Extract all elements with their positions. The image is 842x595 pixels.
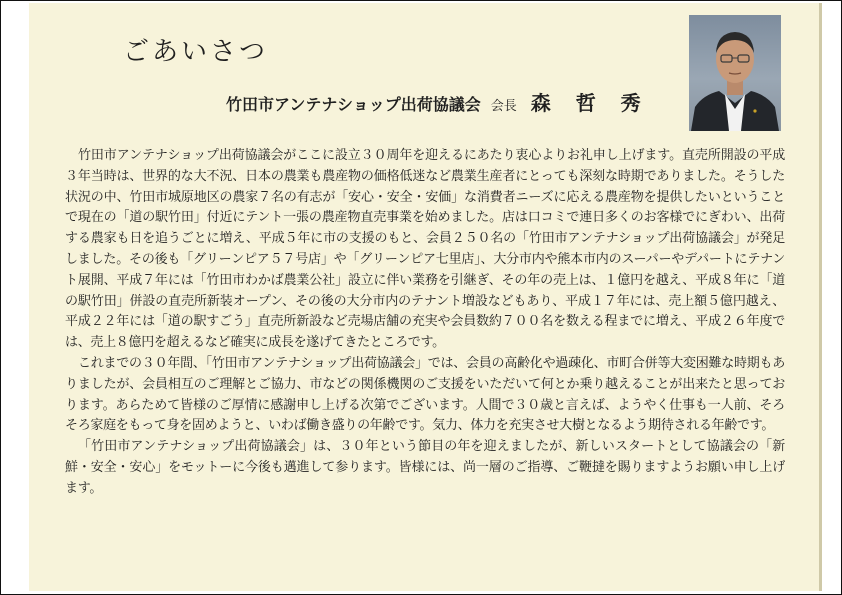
author-role: 会長: [490, 99, 517, 114]
author-organization: 竹田市アンテナショップ出荷協議会: [226, 95, 481, 114]
greeting-body: [65, 146, 785, 500]
paragraph: 「竹田市アンテナショップ出荷協議会」は、３０年という節目の年を迎えましたが、新しいスタートとして協議会の「新鮮・安全・安心」をモットーに今後も邁進して参ります。皆様には、尚一層のご指導、ご鞭撻を賜りますようお願い申し上げます。: [65, 439, 785, 496]
author-photo: [689, 15, 781, 131]
page-edge: [819, 3, 822, 591]
paragraph: 竹田市アンテナショップ出荷協議会がここに設立３０周年を迎えるにあたり衷心よりお礼申し上げます。直売所開設の平成３年当時は、世界的な大不況、日本の農業も農産物の価格低迷など農業生産者にとっても深刻な時期でありました。そうした状況の中、竹田市城原地区の農家７名の有志が「安心・安全・安価」な消費者ニーズに応える農産物を提供したいということで現在の「道の駅竹田」付近にテント一張の農産物直売事業を始めました。店は口コミで連日多くのお客様でにぎわい、出荷する農家も日を追うごとに増え、平成５年に市の支援のもと、会員２５０名の「竹田市アンテナショップ出荷協議会」が発足しました。その後も「グリーンピア５７号店」や「グリーンピア七里店」、大分市内や熊本市内のスーパーやデパートにテナント展開、平成７年には「竹田市わかば農業公社」設立に伴い業務を引継ぎ、その年の売上は、１億円を越え、平成８年に「道の駅竹田」併設の直売所新装オープン、その後の大分市内のテナント増設などもあり、平成１７年には、売上額５億円越え、平成２２年には「道の駅すごう」直売所新設など売場店舗の充実や会員数約７００名を数える程までに増え、平成２６年度では、売上８億円を超えるなど確実に成長を遂げてきたところです。: [65, 148, 785, 351]
author-name: 森 哲 秀: [530, 91, 650, 115]
author-byline: [226, 87, 650, 116]
portrait-image: [689, 15, 781, 131]
paragraph: これまでの３０年間、「竹田市アンテナショップ出荷協議会」では、会員の高齢化や過疎化、市町合併等大変困難な時期もありましたが、会員相互のご理解とご協力、市などの関係機関のご支援をいただいて何とか乗り越えることが出来たと思っております。あらためて皆様のご厚情に感謝申し上げる次第でございます。人間で３０歳と言えば、ようやく仕事も一人前、そろそろ家庭をもって身を固めようと、いわば働き盛りの年齢です。気力、体力を充実させ大樹となるよう期待される年齢です。: [65, 355, 785, 434]
page-title: ごあいさつ: [123, 37, 269, 67]
